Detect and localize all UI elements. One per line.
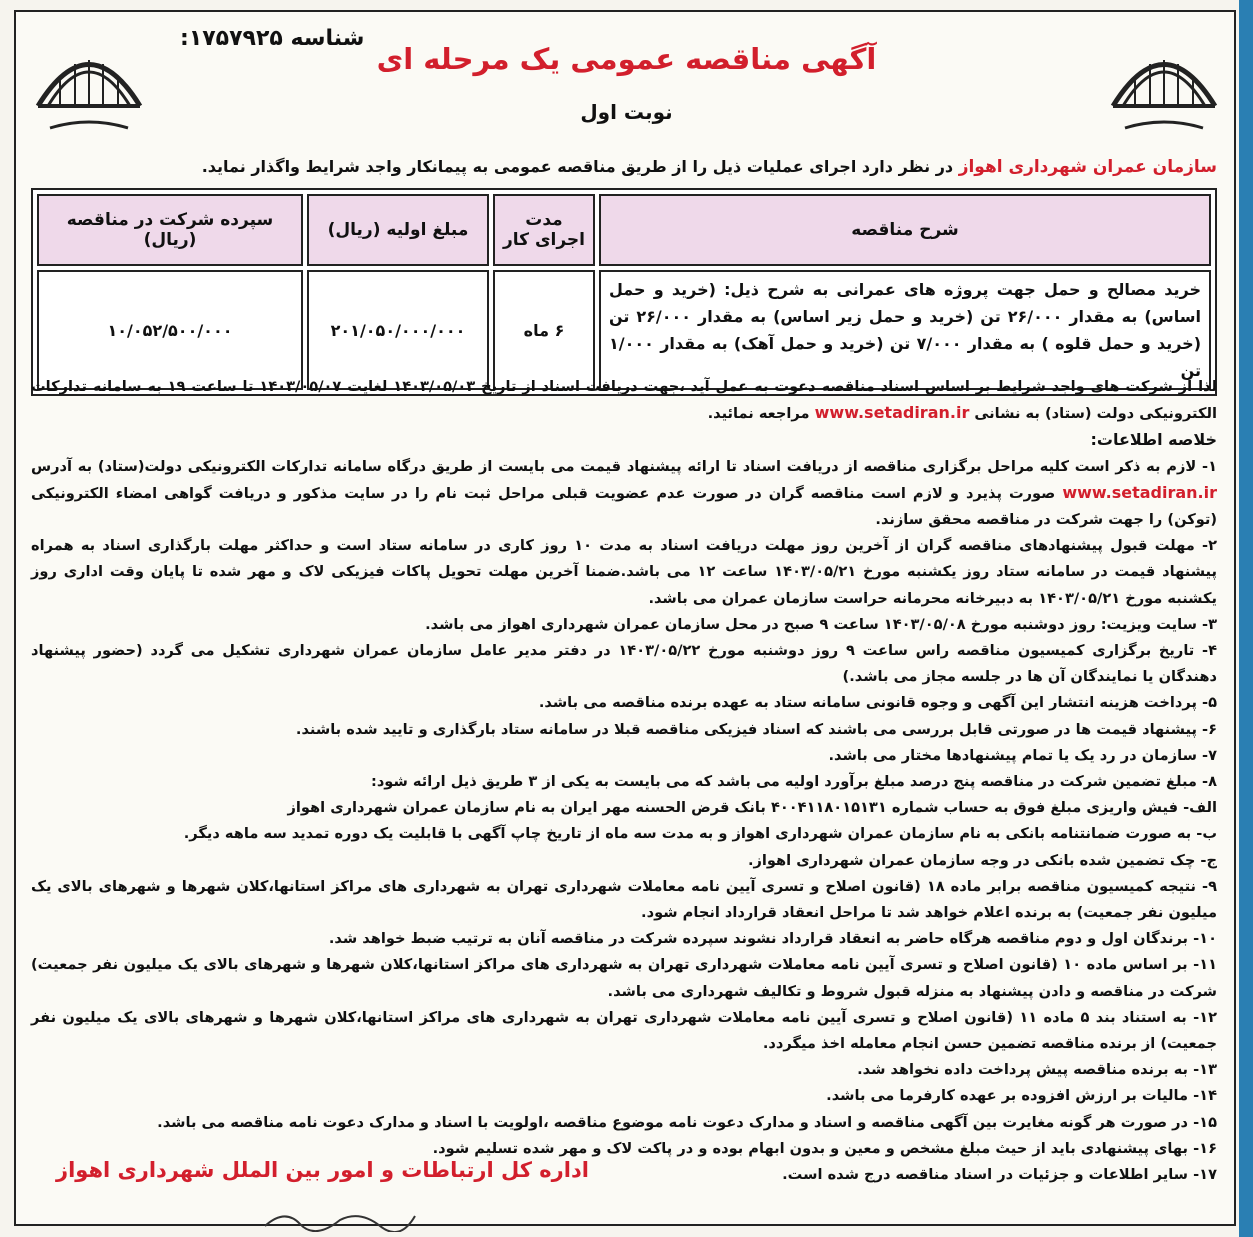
list-item: ۱۶- بهای پیشنهادی باید از حیث مبلغ مشخص و معین و بدون ابهام بوده و در پاکت لاک و مهر شده تسلیم شود. (432, 1139, 1217, 1157)
footer-org: اداره کل ارتباطات و امور بین الملل شهرداری اهواز (56, 1158, 589, 1182)
list-item: ۱۵- در صورت هر گونه مغایرت بین آگهی مناقصه و اسناد و مدارک دعوت نامه موضوع مناقصه ،اولویت با اسناد و مدارک دعوت نامه مناقصه می باشد. (157, 1113, 1217, 1131)
item-1-tail: صورت پذیرد و لازم است مناقصه گران در صورت عدم عضویت قبلی مراحل ثبت نام را در سایت مذکور و دریافت گواهی امضاء الکترونیکی (توکن) را جهت شرکت در مناقصه محقق سازند. (31, 484, 1217, 529)
signature-icon (260, 1206, 420, 1232)
list-item: ۱۱- بر اساس ماده ۱۰ (قانون اصلاح و تسری آیین نامه معاملات شهرداری تهران به شهرداری های مراکز استانها،کلان شهرها و شهرهای بالای یک میلیون نفر جمعیت) شرکت در مناقصه و دادن پیشنهاد به منزله قبول شروط و تکالیف شهرداری می باشد. (31, 956, 1218, 1000)
page-title: آگهی مناقصه عمومی یک مرحله ای (376, 42, 877, 76)
list-item: ۹- نتیجه کمیسیون مناقصه برابر ماده ۱۸ (قانون اصلاح و تسری آیین نامه معاملات شهرداری تهران به شهرداری های مراکز استانها،کلان شهرها و شهرهای بالای یک میلیون نفر جمعیت) به برنده اعلام خواهد شد تا مراحل انعقاد قرارداد انجام شود. (31, 877, 1217, 922)
tender-table (31, 188, 1217, 396)
page-subtitle: نوبت اول (580, 100, 673, 124)
list-item: ۱۲- به استناد بند ۵ ماده ۱۱ (قانون اصلاح و تسری آیین نامه معاملات شهرداری تهران به شهرداری های مراکز استانها،کلان شهرها و شهرهای بالای یک میلیون نفر جمعیت) از برنده مناقصه تضمین حسن انجام معامله اخذ میگردد. (31, 1008, 1217, 1053)
table-header-row (37, 194, 1211, 266)
invite-tail: مراجعه نمائید. (707, 405, 815, 423)
cell-duration: ۶ ماه (493, 270, 595, 390)
intro-org: سازمان عمران شهرداری اهواز (958, 157, 1217, 177)
list-item: ۳- سایت ویزیت: روز دوشنبه مورخ ۱۴۰۳/۰۵/۰۸ ساعت ۹ صبح در محل سازمان عمران شهرداری اهواز می باشد. (425, 615, 1217, 633)
list-item: ۲- مهلت قبول پیشنهادهای مناقصه گران از آخرین روز مهلت دریافت اسناد به مدت ۱۰ روز کاری در سامانه ستاد است و حداکثر مهلت بارگذاری اسناد به همراه پیشنهاد قیمت در سامانه ستاد روز یکشنبه مورخ ۱۴۰۳/۰۵/۲۱ ساعت ۱۲ می باشد.ضمنا آخرین مهلت تحویل پاکات فیزیکی لاک و مهر شده تا پایان وقت اداری روز یکشنبه مورخ ۱۴۰۳/۰۵/۲۱ به دبیرخانه محرمانه حراست سازمان عمران می باشد. (31, 537, 1217, 607)
invite-paragraph (31, 374, 1217, 427)
intro-text: در نظر دارد اجرای عملیات ذیل را از طریق مناقصه عمومی به پیمانکار واجد شرایط واگذار نماید. (201, 157, 959, 176)
list-item: ۱۰- برندگان اول و دوم مناقصه هرگاه حاضر به انعقاد قرارداد نشوند سپرده شرکت در مناقصه آنان به ترتیب ضبط خواهد شد. (328, 930, 1217, 948)
item-1-text: ۱- لازم به ذکر است کلیه مراحل برگزاری مناقصه از دریافت اسناد تا ارائه پیشنهاد قیمت می بایست از طریق درگاه سامانه تدارکات الکترونیکی دولت(ستاد) به آدرس (31, 457, 1217, 475)
list-item: ۱۳- به برنده مناقصه پیش پرداخت داده نخواهد شد. (857, 1061, 1217, 1079)
page-edge-strip (1239, 0, 1253, 1237)
list-item (31, 454, 1217, 534)
list-item: ۴- تاریخ برگزاری کمیسیون مناقصه راس ساعت ۹ روز دوشنبه مورخ ۱۴۰۳/۰۵/۲۲ در دفتر مدیر عامل سازمان عمران شهرداری تشکیل می گردد (حضور پیشنهاد دهندگان یا نمایندگان آن ها در جلسه مجاز می باشد.) (31, 642, 1217, 686)
header-deposit: سپرده شرکت در مناقصه (ریال) (37, 194, 303, 266)
list-item: ب- به صورت ضمانتنامه بانکی به نام سازمان عمران شهرداری اهواز و به مدت سه ماه از تاریخ چاپ آگهی با قابلیت یک دوره تمدید سه ماهه دیگر. (183, 825, 1217, 843)
list-item: ۱۷- سایر اطلاعات و جزئیات در اسناد مناقصه درج شده است. (782, 1166, 1217, 1184)
list-item: ۶- پیشنهاد قیمت ها در صورتی قابل بررسی می باشند که اسناد فیزیکی مناقصه قبلا در سامانه ستاد بارگذاری و تایید شده باشند. (295, 720, 1217, 738)
cell-deposit: ۱۰/۰۵۲/۵۰۰/۰۰۰ (37, 270, 303, 390)
table-row (37, 270, 1211, 390)
intro-paragraph (37, 157, 1217, 177)
setadiran-link-2[interactable]: www.setadiran.ir (1062, 482, 1217, 502)
list-item: ج- چک تضمین شده بانکی در وجه سازمان عمران شهرداری اهواز. (747, 851, 1217, 869)
notice-id: شناسه ۱۷۵۷۹۲۵: (180, 26, 365, 51)
setadiran-link[interactable]: www.setadiran.ir (814, 403, 970, 423)
summary-title: خلاصه اطلاعات: (1090, 430, 1217, 450)
list-item: ۱۴- مالیات بر ارزش افزوده بر عهده کارفرما می باشد. (826, 1087, 1217, 1105)
notice-body (31, 374, 1217, 1188)
header-description: شرح مناقصه (599, 194, 1211, 266)
header-duration: مدت اجرای کار (493, 194, 595, 266)
list-item: ۵- پرداخت هزینه انتشار این آگهی و وجوه قانونی سامانه ستاد به عهده برنده مناقصه می باشد. (538, 694, 1217, 712)
list-item: ۷- سازمان در رد یک یا تمام پیشنهادها مختار می باشد. (828, 746, 1217, 764)
list-item: ۸- مبلغ تضمین شرکت در مناقصه پنج درصد مبلغ برآورد اولیه می باشد که می بایست به یکی از ۳ طریق ذیل ارائه شود: (370, 773, 1217, 791)
list-item: الف- فیش واریزی مبلغ فوق به حساب شماره ۴۰۰۴۱۱۸۰۱۵۱۳۱ بانک قرض الحسنه مهر ایران به نام سازمان عمران شهرداری اهواز (287, 799, 1217, 817)
cell-initial-amount: ۲۰۱/۰۵۰/۰۰۰/۰۰۰ (307, 270, 489, 390)
header-initial-amount: مبلغ اولیه (ریال) (307, 194, 489, 266)
cell-description: خرید مصالح و حمل جهت پروژه های عمرانی به شرح ذیل: (خرید و حمل اساس) به مقدار ۲۶/۰۰۰ تن (خرید و حمل زیر اساس) به مقدار ۲۶/۰۰۰ تن (خرید و حمل قلوه ) به مقدار ۷/۰۰۰ تن (خرید و حمل آهک) به مقدار ۱/۰۰۰ تن (599, 270, 1211, 390)
invite-text: لذا از شرکت های واجد شرایط بر اساس اسناد مناقصه دعوت به عمل آید ،جهت دریافت اسناد از تاریخ ۱۴۰۳/۰۵/۰۳ لغایت ۱۴۰۳/۰۵/۰۷ تا ساعت ۱۹ به سامانه تدارکات الکترونیکی دولت (ستاد) به نشانی (31, 378, 1217, 423)
